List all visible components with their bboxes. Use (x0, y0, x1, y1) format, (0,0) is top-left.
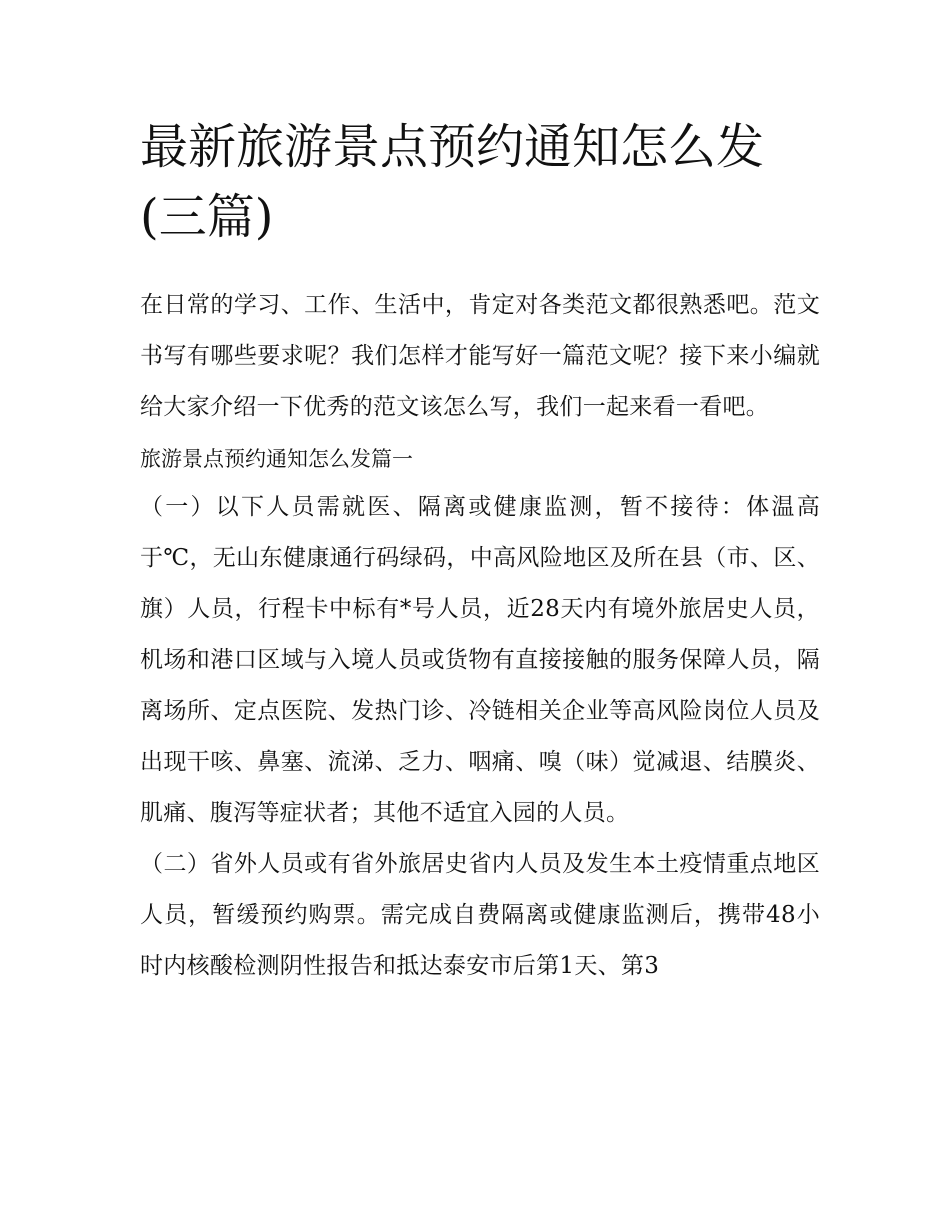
notice-item-2: （二）省外人员或有省外旅居史省内人员及发生本土疫情重点地区人员，暂缓预约购票。需完成自费隔离或健康监测后，携带48小时内核酸检测阴性报告和抵达泰安市后第1天、第3 (140, 851, 820, 979)
document-title: 最新旅游景点预约通知怎么发(三篇) (140, 119, 765, 245)
document-body (140, 280, 820, 992)
notice-item-1: （一）以下人员需就医、隔离或健康监测，暂不接待：体温高于℃，无山东健康通行码绿码，中高风险地区及所在县（市、区、旗）人员，行程卡中标有*号人员，近28天内有境外旅居史人员，机场和港口区域与入境人员或货物有直接接触的服务保障人员，隔离场所、定点医院、发热门诊、冷链相关企业等高风险岗位人员及出现干咳、鼻塞、流涕、乏力、咽痛、嗅（味）觉减退、结膜炎、肌痛、腹泻等症状者；其他不适宜入园的人员。 (140, 494, 820, 826)
section-heading: 旅游景点预约通知怎么发篇一 (140, 447, 413, 471)
intro-paragraph: 在日常的学习、工作、生活中，肯定对各类范文都很熟悉吧。范文书写有哪些要求呢？我们怎样才能写好一篇范文呢？接下来小编就给大家介绍一下优秀的范文该怎么写，我们一起来看一看吧。 (140, 292, 820, 420)
